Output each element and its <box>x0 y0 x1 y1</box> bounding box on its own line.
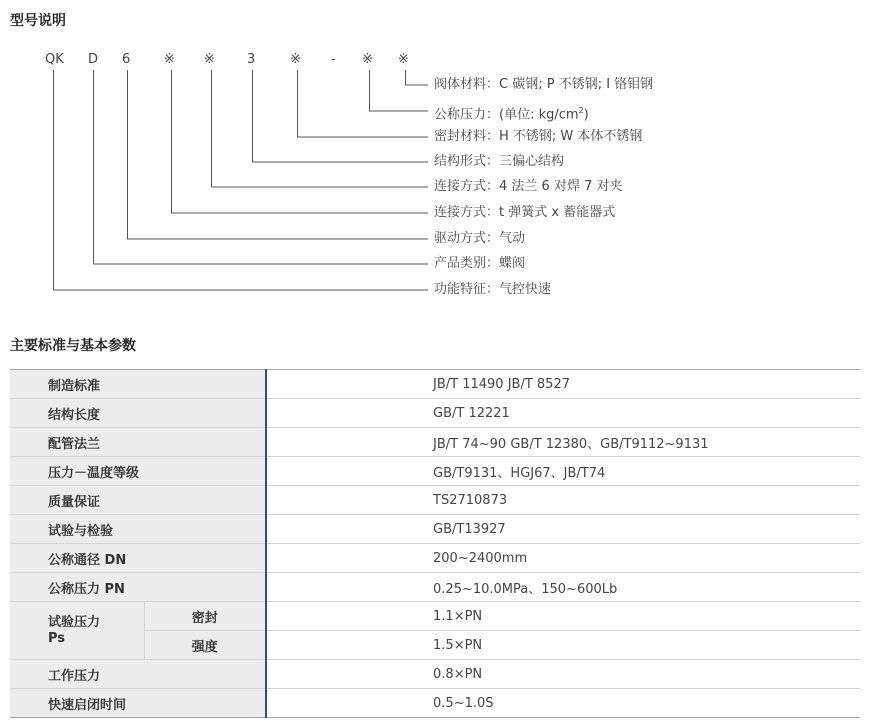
row-label: 压力－温度等级 <box>10 457 266 486</box>
code-char-3: 3 <box>247 52 256 67</box>
table-row <box>10 602 860 631</box>
row-value: 0.8×PN <box>266 660 860 689</box>
desc-product-category: 产品类别：蝶阀 <box>434 256 526 271</box>
row-value: GB/T 12221 <box>266 399 860 428</box>
code-char-x5: ※ <box>398 52 409 67</box>
row-value: GB/T13927 <box>266 515 860 544</box>
table-row <box>10 428 860 457</box>
code-char-x1: ※ <box>164 52 175 67</box>
row-value: 200~2400mm <box>266 544 860 573</box>
row-value: TS2710873 <box>266 486 860 515</box>
row-value: JB/T 11490 JB/T 8527 <box>266 370 860 399</box>
table-row <box>10 457 860 486</box>
code-char-6: 6 <box>122 52 131 67</box>
code-char-x3: ※ <box>290 52 301 67</box>
table-row <box>10 573 860 602</box>
code-char-qk: QK <box>45 52 64 67</box>
table-row <box>10 486 860 515</box>
desc-seal-material: 密封材料：H 不锈钢; W 本体不锈钢 <box>434 129 643 144</box>
desc-connection-type-1: 连接方式：4 法兰 6 对焊 7 对夹 <box>434 179 623 194</box>
code-char-x4: ※ <box>362 52 373 67</box>
test-pressure-label-line2: Ps <box>48 630 66 646</box>
desc-connection-type-2: 连接方式：t 弹簧式 x 蓄能器式 <box>434 205 616 220</box>
desc-nominal-pressure: 公称压力：(单位: $kg/cm^2$) <box>434 106 589 123</box>
desc-body-material: 阀体材料：C 碳钢; P 不锈钢; I 铬钼钢 <box>434 77 654 92</box>
test-pressure-label-line1: 试验压力 <box>48 614 101 630</box>
code-char-dash: - <box>331 52 336 67</box>
desc-drive-mode: 驱动方式：气动 <box>434 231 526 246</box>
section-title-standards: 主要标准与基本参数 <box>10 338 136 354</box>
row-value: JB/T 74~90 GB/T 12380、GB/T9112~9131 <box>266 428 860 457</box>
table-row <box>10 399 860 428</box>
row-label: 质量保证 <box>10 486 266 515</box>
row-label: 试验与检验 <box>10 515 266 544</box>
strength-label: 强度 <box>144 631 266 660</box>
row-value: 0.5~1.0S <box>266 689 860 718</box>
desc-structure-type: 结构形式：三偏心结构 <box>434 154 565 169</box>
row-label: 工作压力 <box>10 660 266 689</box>
table-row <box>10 660 860 689</box>
seal-value: 1.1×PN <box>266 602 860 631</box>
code-char-d: D <box>88 52 99 67</box>
code-char-x2: ※ <box>204 52 215 67</box>
table-row <box>10 370 860 399</box>
row-value: 0.25~10.0MPa、150~600Lb <box>266 573 860 602</box>
parameters-table <box>10 369 860 718</box>
row-label: 快速启闭时间 <box>10 689 266 718</box>
row-label: 配管法兰 <box>10 428 266 457</box>
row-label: 制造标准 <box>10 370 266 399</box>
row-label: 公称压力 PN <box>10 573 266 602</box>
table-row <box>10 515 860 544</box>
table-row <box>10 544 860 573</box>
seal-label: 密封 <box>144 602 266 631</box>
row-value: GB/T9131、HGJ67、JB/T74 <box>266 457 860 486</box>
desc-function-feature: 功能特征：气控快速 <box>434 282 552 297</box>
test-pressure-label <box>10 602 144 660</box>
row-label: 公称通径 DN <box>10 544 266 573</box>
section-title-model: 型号说明 <box>10 13 66 29</box>
table-row <box>10 689 860 718</box>
row-label: 结构长度 <box>10 399 266 428</box>
strength-value: 1.5×PN <box>266 631 860 660</box>
